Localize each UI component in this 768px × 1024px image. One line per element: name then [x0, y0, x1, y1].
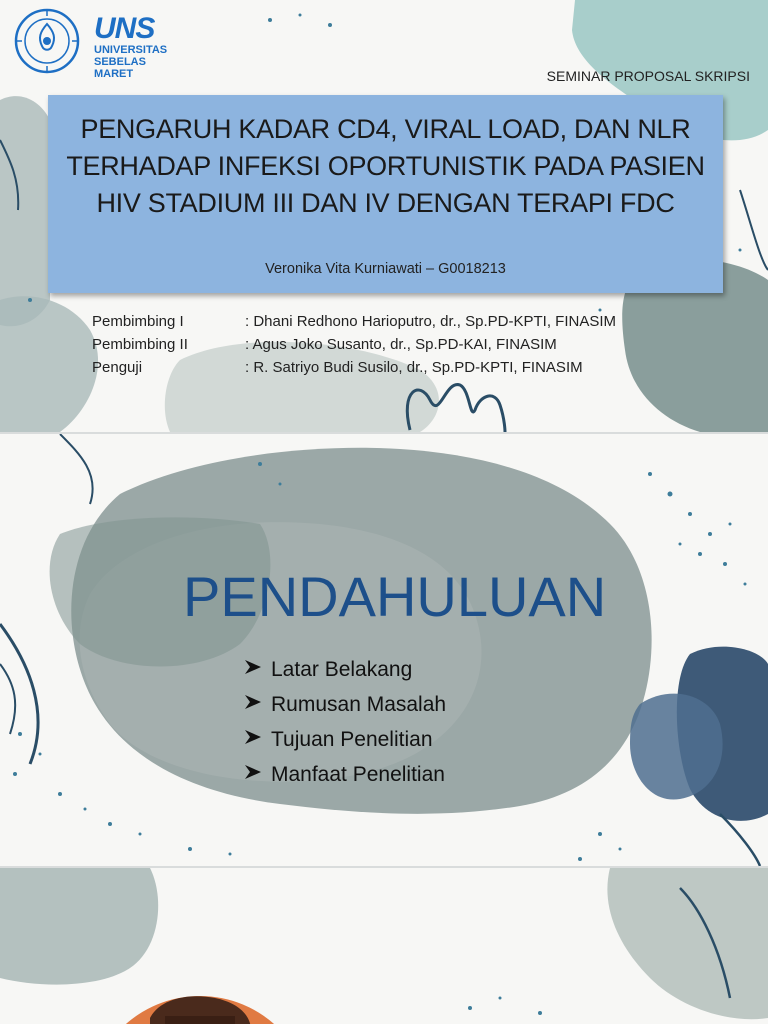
- agenda-item-label: Rumusan Masalah: [271, 693, 447, 716]
- person-name: : R. Satriyo Budi Susilo, dr., Sp.PD-KPTI, FINASIM: [245, 359, 583, 376]
- examiner-row: [92, 356, 616, 379]
- person-name: : Agus Joko Susanto, dr., Sp.PD-KAI, FINASIM: [245, 336, 557, 353]
- agenda-list: [243, 652, 446, 792]
- slide-introduction: [0, 434, 768, 866]
- agenda-item-label: Latar Belakang: [271, 658, 413, 681]
- person-name: : Dhani Redhono Harioputro, dr., Sp.PD-KPTI, FINASIM: [245, 313, 616, 330]
- background-decoration: [0, 434, 768, 866]
- logo-line2: SEBELAS MARET: [94, 56, 146, 80]
- slide-next-partial: [0, 868, 768, 1024]
- list-item: [243, 722, 446, 757]
- list-item: [243, 687, 446, 722]
- slide-title: [0, 0, 768, 432]
- logo-line1: UNIVERSITAS: [94, 44, 168, 56]
- list-item: [243, 757, 446, 792]
- thesis-title: [48, 111, 723, 222]
- background-decoration: [0, 868, 768, 1024]
- role-label: Pembimbing II: [92, 336, 188, 353]
- agenda-item-label: Tujuan Penelitian: [271, 728, 433, 751]
- arrow-bullet-icon: [243, 722, 271, 757]
- section-title: PENDAHULUAN: [183, 565, 607, 628]
- supervisor-row: [92, 333, 616, 356]
- arrow-bullet-icon: [243, 757, 271, 792]
- seminar-label: SEMINAR PROPOSAL SKRIPSI: [546, 68, 750, 84]
- agenda-item-label: Manfaat Penelitian: [271, 763, 445, 786]
- title-line-2: TERHADAP INFEKSI OPORTUNISTIK PADA PASIEN: [66, 151, 705, 181]
- arrow-bullet-icon: [243, 687, 271, 722]
- title-line-1: PENGARUH KADAR CD4, VIRAL LOAD, DAN NLR: [80, 114, 691, 144]
- title-line-3: HIV STADIUM III DAN IV DENGAN TERAPI FDC: [96, 188, 675, 218]
- university-logo: [14, 6, 184, 86]
- supervisors-list: [92, 310, 616, 379]
- role-label: Penguji: [92, 359, 143, 376]
- arrow-bullet-icon: [243, 652, 271, 687]
- supervisor-row: [92, 310, 616, 333]
- logo-name: UNS: [94, 12, 155, 45]
- list-item: [243, 652, 446, 687]
- uns-seal-icon: [14, 8, 80, 74]
- role-label: Pembimbing I: [92, 313, 184, 330]
- title-box: [48, 95, 723, 293]
- author-name: Veronika Vita Kurniawati – G0018213: [265, 261, 506, 277]
